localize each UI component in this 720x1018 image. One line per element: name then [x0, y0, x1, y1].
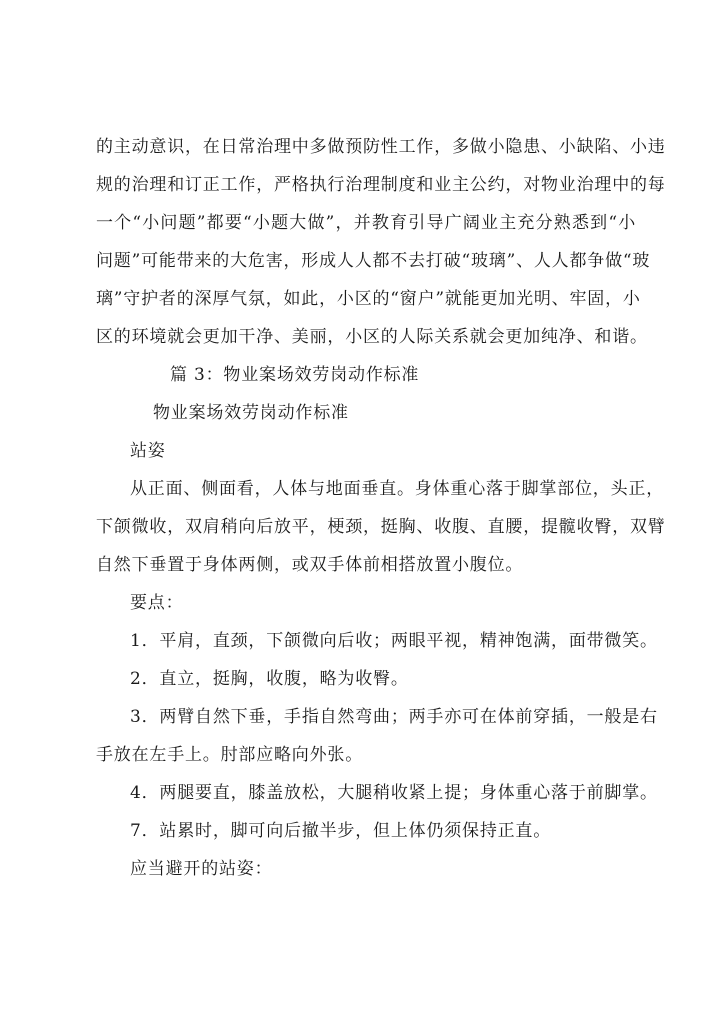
key-points-heading: 要点：: [130, 593, 184, 613]
key-point-item: 4．两腿要直，膝盖放松，大腿稍收紧上提；身体重心落于前脚掌。: [130, 783, 658, 803]
standing-description-line: 自然下垂置于身体两侧，或双手体前相搭放置小腹位。: [96, 555, 524, 575]
key-point-item: 3．两臂自然下垂，手指自然弯曲；两手亦可在体前穿插，一般是右: [130, 707, 658, 727]
standing-description-line: 从正面、侧面看，人体与地面垂直。身体重心落于脚掌部位，头正，: [130, 479, 664, 499]
paragraph-line: 一个“小问题”都要“小题大做”，并教育引导广阔业主充分熟悉到“小: [96, 213, 636, 233]
key-point-item-continued: 手放在左手上。肘部应略向外张。: [96, 745, 363, 765]
key-point-item: 2．直立，挺胸，收腹，略为收臀。: [130, 669, 409, 689]
section-heading-standing: 站姿: [130, 441, 166, 461]
key-point-item: 1．平肩，直颈，下颌微向后收；两眼平视，精神饱满，面带微笑。: [130, 631, 658, 651]
avoid-standing-heading: 应当避开的站姿：: [130, 859, 273, 879]
document-title: 物业案场效劳岗动作标准: [153, 403, 349, 423]
paragraph-line: 规的治理和订正工作，严格执行治理制度和业主公约，对物业治理中的每: [96, 175, 666, 195]
paragraph-line: 问题”可能带来的大危害，形成人人都不去打破“玻璃”、人人都争做“玻: [96, 251, 651, 271]
paragraph-line: 区的环境就会更加干净、美丽，小区的人际关系就会更加纯净、和谐。: [96, 327, 648, 347]
paragraph-line: 的主动意识，在日常治理中多做预防性工作，多做小隐患、小缺陷、小违: [96, 137, 666, 157]
paragraph-line: 璃”守护者的深厚气氛，如此，小区的“窗户”就能更加光明、牢固，小: [96, 289, 641, 309]
standing-description-line: 下颌微收，双肩稍向后放平，梗颈，挺胸、收腹、直腰，提髋收臀，双臂: [96, 517, 666, 537]
chapter-heading: 篇 3：物业案场效劳岗动作标准: [170, 365, 420, 385]
key-point-item: 7．站累时，脚可向后撤半步，但上体仍须保持正直。: [130, 821, 552, 841]
